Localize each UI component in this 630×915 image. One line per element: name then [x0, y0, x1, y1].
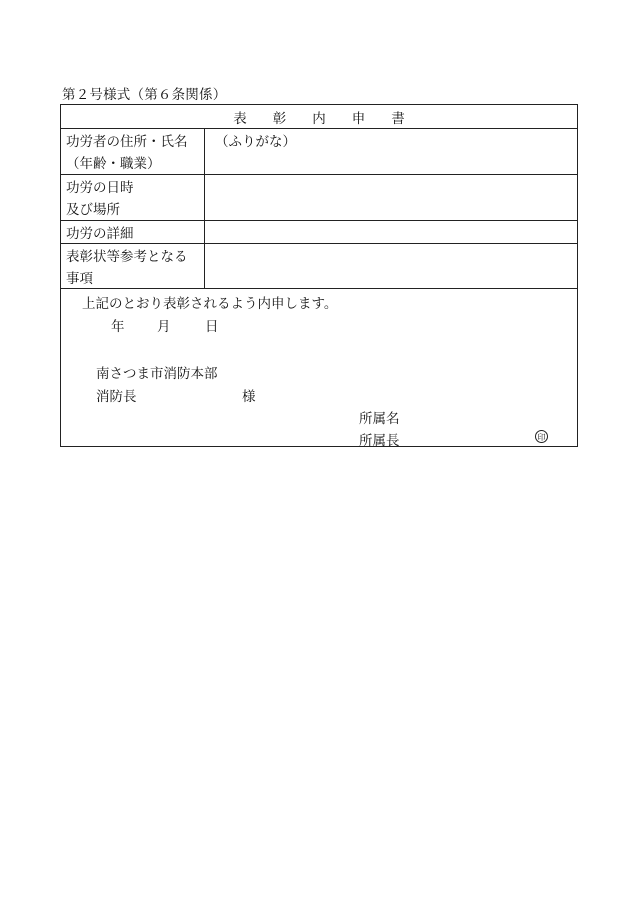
addressee-title: 消防長	[96, 389, 137, 405]
field-label-details	[61, 221, 205, 243]
label-line: 功労者の住所・氏名	[66, 134, 188, 150]
field-value-details[interactable]	[205, 221, 577, 243]
addressee-organization: 南さつま市消防本部	[96, 366, 218, 382]
field-label-recipient	[61, 129, 205, 174]
field-label-reference	[61, 244, 205, 288]
form-row-reference	[61, 243, 577, 288]
addressee-honorific: 様	[242, 389, 256, 405]
seal-mark: 印	[535, 430, 548, 443]
date-month-label: 月	[157, 319, 171, 335]
form-number-label: 第２号様式（第６条関係）	[62, 87, 227, 103]
field-value-reference[interactable]	[205, 244, 577, 288]
affiliation-label: 所属名	[359, 411, 400, 427]
date-year-label: 年	[111, 319, 125, 335]
form-title: 表彰内申書	[233, 110, 431, 127]
field-value-recipient[interactable]	[205, 129, 577, 174]
label-line: 及び場所	[66, 202, 120, 218]
form-row-recipient	[61, 128, 577, 174]
date-day-label: 日	[205, 319, 219, 335]
label-line: （年齢・職業）	[66, 156, 161, 172]
form-title-row	[61, 105, 577, 128]
label-line: 表彰状等参考となる	[66, 249, 188, 265]
label-line: 事項	[66, 271, 93, 287]
field-label-datetime-place	[61, 175, 205, 220]
affiliation-head-label: 所属長	[359, 433, 400, 449]
label-line: 功労の詳細	[66, 226, 134, 242]
date-line	[111, 315, 219, 335]
form-row-datetime-place	[61, 174, 577, 220]
declaration-section	[61, 288, 577, 449]
form-row-details	[61, 220, 577, 243]
label-line: 功労の日時	[66, 180, 134, 196]
commendation-form-table	[60, 104, 578, 447]
furigana-hint: （ふりがな）	[215, 134, 296, 150]
declaration-text: 上記のとおり表彰されるよう内申します。	[82, 296, 338, 312]
field-value-datetime-place[interactable]	[205, 175, 577, 220]
